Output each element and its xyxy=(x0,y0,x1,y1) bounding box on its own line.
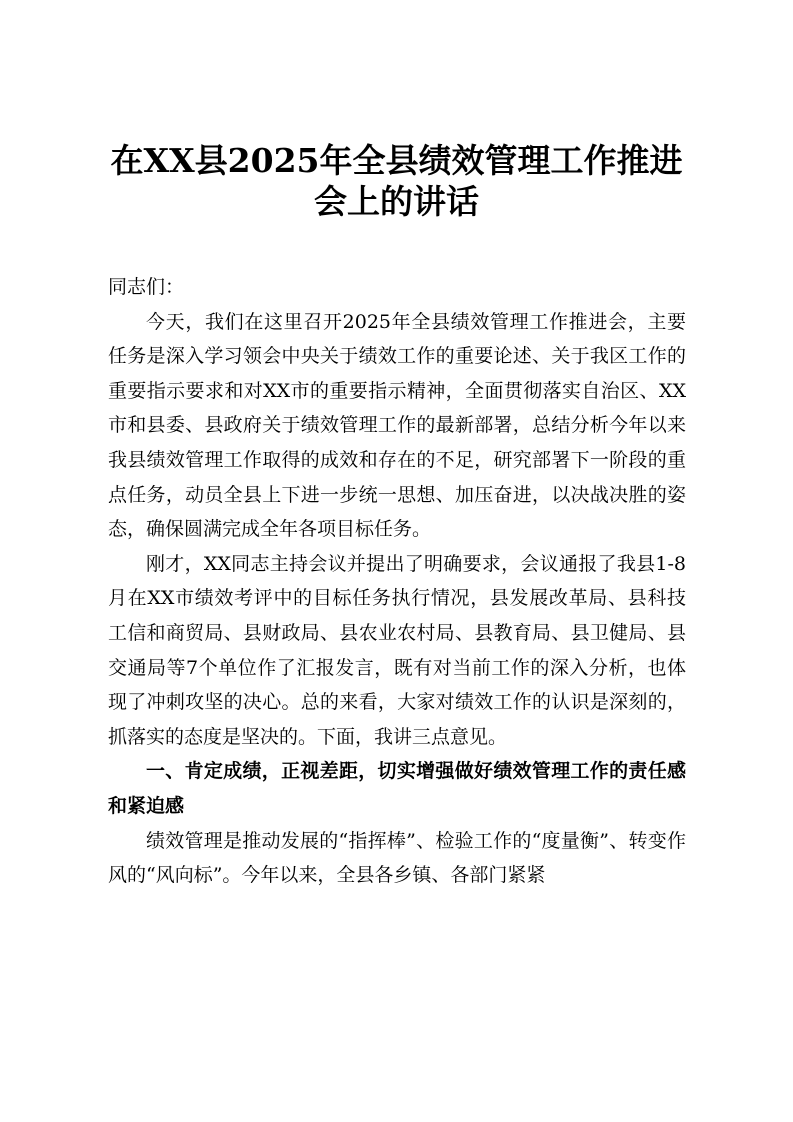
paragraph-2: 刚才，XX同志主持会议并提出了明确要求，会议通报了我县1-8月在XX市绩效考评中的目标任务执行情况，县发展改革局、县科技工信和商贸局、县财政局、县农业农村局、县教育局、县卫健局、县交通局等7个单位作了汇报发言，既有对当前工作的深入分析，也体现了冲刺攻坚的决心。总的来看，大家对绩效工作的认识是深刻的，抓落实的态度是坚决的。下面，我讲三点意见。 xyxy=(108,552,686,748)
paragraph-3: 绩效管理是推动发展的“指挥棒”、检验工作的“度量衡”、转变作风的“风向标”。今年以来，全县各乡镇、各部门紧紧 xyxy=(108,829,686,887)
paragraph-1: 今天，我们在这里召开2025年全县绩效管理工作推进会，主要任务是深入学习领会中央关于绩效工作的重要论述、关于我区工作的重要指示要求和对XX市的重要指示精神，全面贯彻落实自治区、XX市和县委、县政府关于绩效管理工作的最新部署，总结分析今年以来我县绩效管理工作取得的成效和存在的不足，研究部署下一阶段的重点任务，动员全县上下进一步统一思想、加压奋进，以决战决胜的姿态，确保圆满完成全年各项目标任务。 xyxy=(108,310,686,541)
title-line-1: 在XX县2025年全县绩效管理工作推进 xyxy=(110,141,683,180)
document-title xyxy=(60,140,733,222)
title-line-2: 会上的讲话 xyxy=(314,182,479,221)
document-body xyxy=(108,270,686,893)
salutation: 同志们： xyxy=(108,276,185,298)
section-heading-1: 一、肯定成绩，正视差距，切实增强做好绩效管理工作的责任感和紧迫感 xyxy=(108,760,686,817)
